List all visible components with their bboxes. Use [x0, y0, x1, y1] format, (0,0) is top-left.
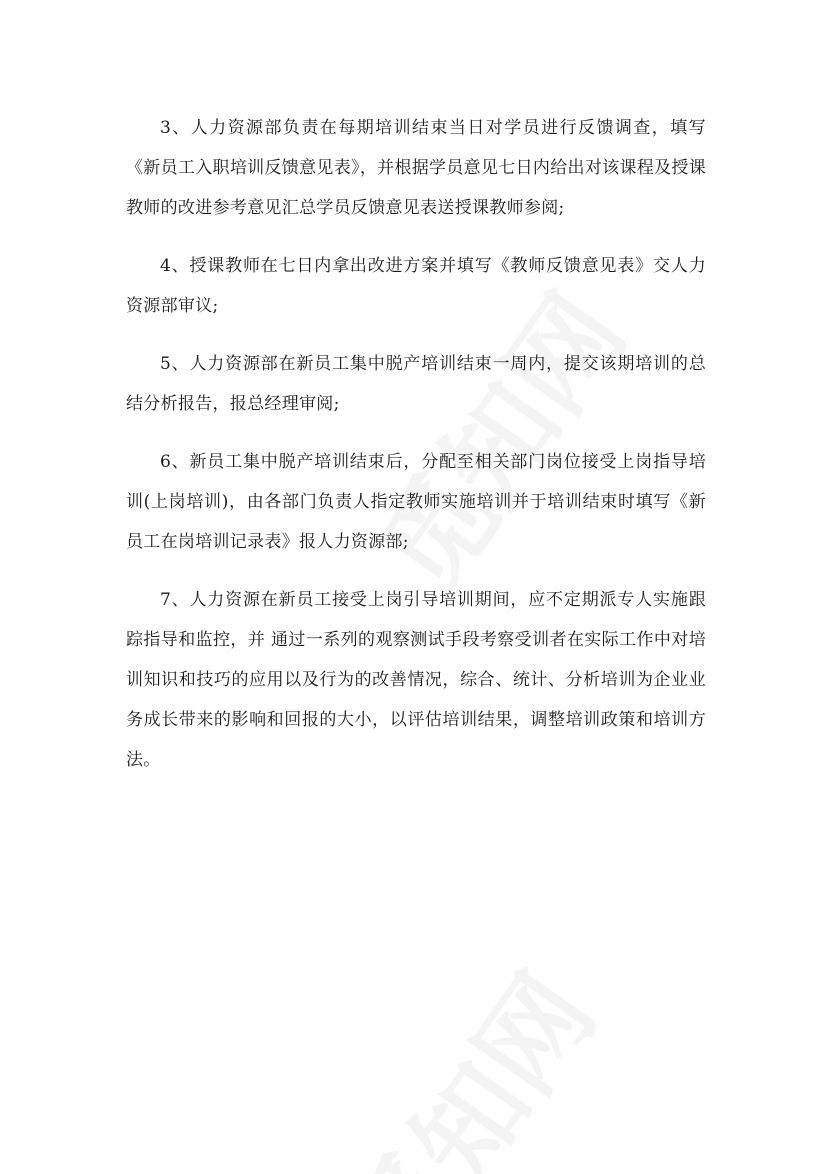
paragraph-item-3: 3、人力资源部负责在每期培训结束当日对学员进行反馈调查，填写《新员工入职培训反馈意见表》，并根据学员意见七日内给出对该课程及授课教师的改进参考意见汇总学员反馈意见表送授课教师参阅;: [126, 118, 706, 218]
paragraph-item-4: 4、授课教师在七日内拿出改进方案并填写《教师反馈意见表》交人力资源部审议;: [126, 256, 706, 316]
document-body: [126, 108, 706, 798]
paragraph-item-7: 7、人力资源在新员工接受上岗引导培训期间，应不定期派专人实施跟踪指导和监控，并 通过一系列的观察测试手段考察受训者在实际工作中对培训知识和技巧的应用以及行为的改善情况，综合、统计、分析培训为企业业务成长带来的影响和回报的大小，以评估培训结果，调整培训政策和培训方法。: [126, 590, 706, 770]
watermark-logo-bottom: [306, 939, 625, 1174]
paragraph-item-6: 6、新员工集中脱产培训结束后，分配至相关部门岗位接受上岗指导培训(上岗培训)，由各部门负责人指定教师实施培训并于培训结束时填写《新员工在岗培训记录表》报人力资源部;: [126, 452, 706, 552]
paragraph-item-5: 5、人力资源部在新员工集中脱产培训结束一周内，提交该期培训的总结分析报告，报总经理审阅;: [126, 354, 706, 414]
